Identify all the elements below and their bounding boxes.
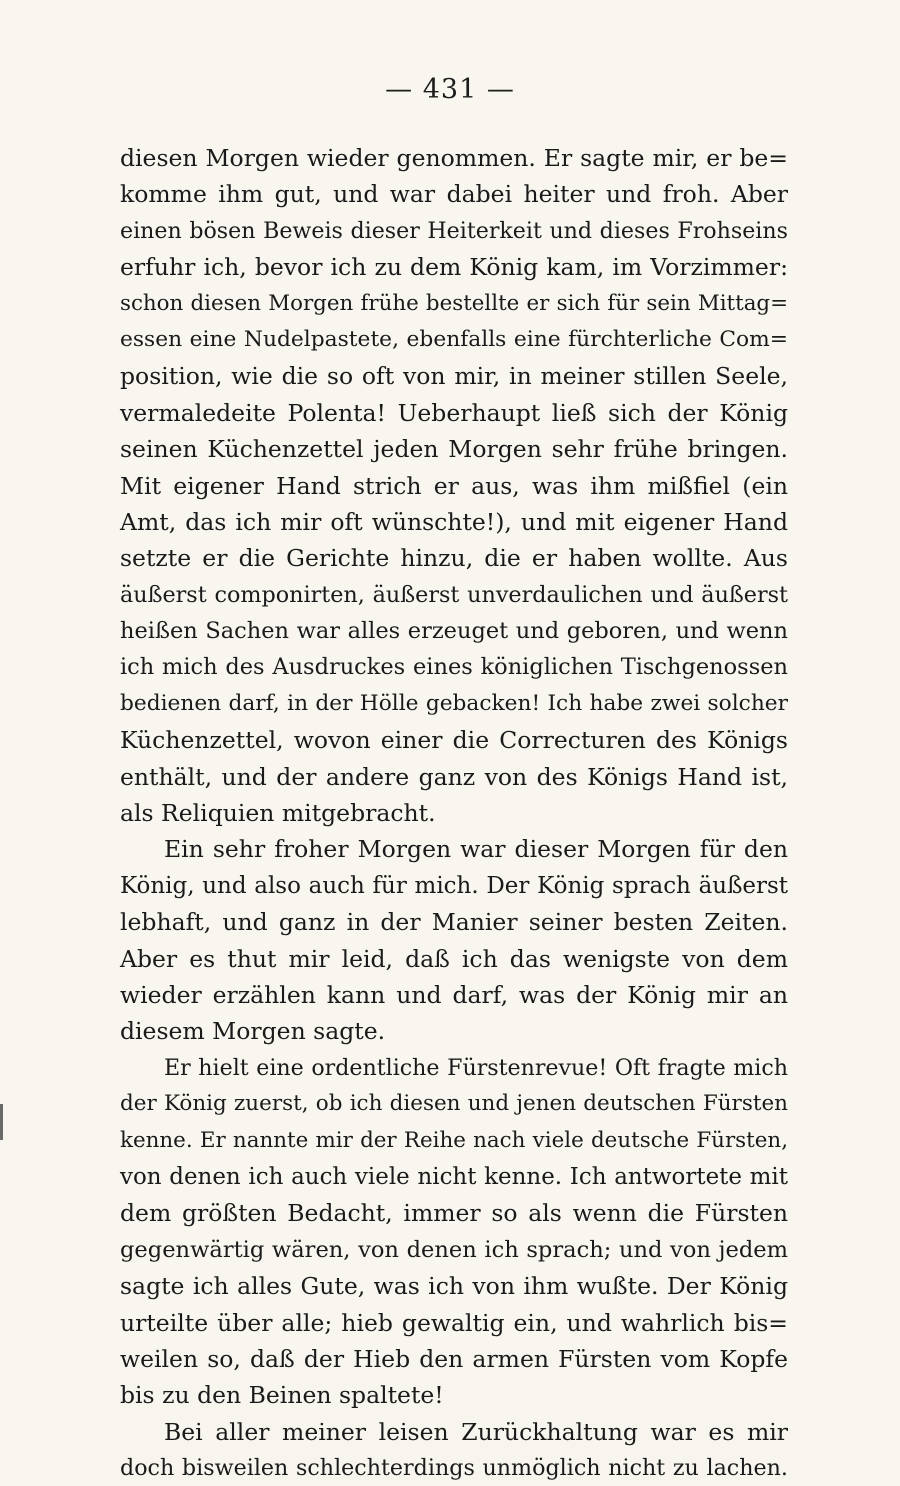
text-line: sagte ich alles Gute, was ich von ihm wußte. Der König — [120, 1272, 788, 1301]
text-line: von denen ich auch viele nicht kenne. Ich antwortete mit — [120, 1163, 788, 1190]
text-line: schon diesen Morgen frühe bestellte er sich für sein Mittag= — [120, 290, 788, 316]
text-line: seinen Küchenzettel jeden Morgen sehr frühe bringen. — [120, 435, 788, 464]
text-line: König, und also auch für mich. Der König sprach äußerst — [120, 872, 788, 899]
text-line: wieder erzählen kann und darf, was der König mir an — [120, 980, 788, 1009]
text-line: Küchenzettel, wovon einer die Correcturen des Königs — [120, 726, 788, 755]
text-line: lebhaft, und ganz in der Manier seiner besten Zeiten. — [120, 908, 788, 937]
text-line: Er hielt eine ordentliche Fürstenrevue! Oft fragte mich — [164, 1054, 788, 1081]
text-line: einen bösen Beweis dieser Heiterkeit und dieses Frohseins — [120, 217, 788, 244]
text-line: Mit eigener Hand strich er aus, was ihm mißfiel (ein — [120, 471, 788, 500]
text-line: als Reliquien mitgebracht. — [120, 799, 436, 828]
text-line: urteilte über alle; hieb gewaltig ein, und wahrlich bis= — [120, 1308, 788, 1337]
text-line: Aber es thut mir leid, daß ich das wenigste von dem — [120, 944, 788, 973]
text-line: essen eine Nudelpastete, ebenfalls eine fürchterliche Com= — [120, 326, 788, 352]
text-line: bedienen darf, in der Hölle gebacken! Ich habe zwei solcher — [120, 690, 788, 716]
text-line: dem größten Bedacht, immer so als wenn die Fürsten — [120, 1199, 788, 1228]
page-number: — 431 — — [385, 74, 515, 105]
text-line: Ein sehr froher Morgen war dieser Morgen für den — [164, 835, 788, 864]
text-line: der König zuerst, ob ich diesen und jenen deutschen Fürsten — [120, 1091, 788, 1117]
text-line: weilen so, daß der Hieb den armen Fürsten vom Kopfe — [120, 1344, 788, 1373]
text-line: komme ihm gut, und war dabei heiter und froh. Aber — [120, 180, 788, 209]
text-line: doch bisweilen schlechterdings unmöglich nicht zu lachen. — [120, 1455, 788, 1482]
text-line: kenne. Er nannte mir der Reihe nach viele deutsche Fürsten, — [120, 1127, 788, 1153]
text-line: bis zu den Beinen spaltete! — [120, 1381, 444, 1410]
text-line: Amt, das ich mir oft wünschte!), und mit eigener Hand — [120, 507, 788, 536]
text-line: position, wie die so oft von mir, in meiner stillen Seele, — [120, 362, 788, 391]
text-line: setzte er die Gerichte hinzu, die er haben wollte. Aus — [120, 544, 788, 573]
text-line: ich mich des Ausdruckes eines königlichen Tischgenossen — [120, 654, 788, 681]
text-line: erfuhr ich, bevor ich zu dem König kam, im Vorzimmer: — [120, 253, 788, 282]
text-line: diesem Morgen sagte. — [120, 1017, 386, 1046]
text-line: äußerst componirten, äußerst unverdaulichen und äußerst — [120, 581, 788, 608]
text-line: vermaledeite Polenta! Ueberhaupt ließ sich der König — [120, 398, 788, 427]
text-line: diesen Morgen wieder genommen. Er sagte mir, er be= — [120, 144, 788, 172]
text-line: heißen Sachen war alles erzeuget und geboren, und wenn — [120, 618, 788, 645]
body-text — [120, 140, 788, 1486]
text-line: gegenwärtig wären, von denen ich sprach; und von jedem — [120, 1236, 788, 1263]
text-line: enthält, und der andere ganz von des Königs Hand ist, — [120, 762, 788, 791]
text-line: Bei aller meiner leisen Zurückhaltung war es mir — [164, 1417, 788, 1446]
scan-edge-mark — [0, 1104, 3, 1140]
